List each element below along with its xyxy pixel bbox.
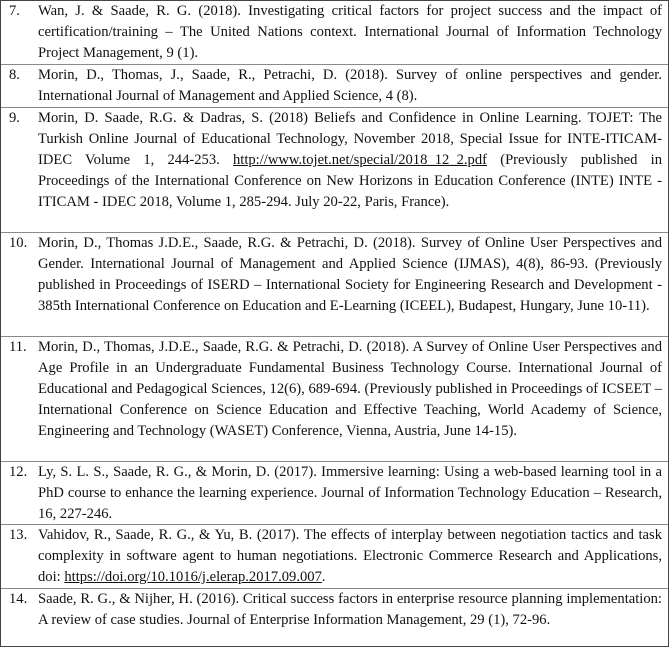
reference-link[interactable]: http://www.tojet.net/special/2018_12_2.pdf [232, 151, 487, 168]
reference-item [1, 525, 668, 589]
reference-number: 10. [9, 235, 28, 251]
reference-number: 13. [9, 527, 28, 543]
reference-number: 8. [9, 67, 20, 83]
reference-item [1, 108, 668, 233]
reference-number: 9. [9, 110, 20, 126]
reference-text: Saade, R. G., & Nijher, H. (2016). Critical success factors in enterprise resource planning implementation: A review of case studies. Journal of Enterprise Information Management, 29 (1), 72-96. [38, 591, 662, 628]
reference-item [1, 589, 668, 645]
reference-link[interactable]: https://doi.org/10.1016/j.elerap.2017.09.007 [64, 568, 322, 585]
reference-number: 7. [9, 3, 20, 19]
reference-list [1, 1, 668, 645]
reference-text: Morin, D., Thomas J.D.E., Saade, R.G. & Petrachi, D. (2018). Survey of Online User Perspectives and Gender. International Journal of Management and Applied Science (IJMAS), 4(8), 86-93. (Previously published in Proceedings of ISERD – International Society for Engineering Research and Development - 385th International Conference on Education and E-Learning (ICEEL), Budapest, Hungary, June 10-11). [38, 235, 662, 314]
reference-text: Vahidov, R., Saade, R. G., & Yu, B. (2017). The effects of interplay between negotiation tactics and task complexity in software agent to human negotiations. Electronic Commerce Research and Applications, doi: https://doi.org/10.1016/j.elerap.2017.09.007. [38, 527, 662, 585]
reference-item [1, 337, 668, 462]
reference-text: Morin, D., Thomas, J.D.E., Saade, R.G. & Petrachi, D. (2018). A Survey of Online User Perspectives and Age Profile in an Undergraduate Fundamental Business Technology Course. International Journal of Educational and Pedagogical Sciences, 12(6), 689-694. (Previously published in Proceedings of ICSEET – International Conference on Science Education and Effective Teaching, World Academy of Science, Engineering and Technology (WASET) Conference, Vienna, Austria, June 14-15). [38, 339, 662, 439]
reference-item [1, 462, 668, 525]
reference-text: Morin, D. Saade, R.G. & Dadras, S. (2018) Beliefs and Confidence in Online Learning. TOJET: The Turkish Online Journal of Educational Technology, November 2018, Special Issue for INTE-ITICAM-IDEC Volume 1, 244-253. http://www.tojet.net/special/2018_12_2.pdf (Previously published in Proceedings of the International Conference on New Horizons in Education Conference (INTE) INTE - ITICAM - IDEC 2018, Volume 1, 285-294. July 20-22, Paris, France). [38, 110, 663, 210]
reference-number: 12. [9, 464, 28, 480]
reference-text: Wan, J. & Saade, R. G. (2018). Investigating critical factors for project success and the impact of certification/training – The United Nations context. International Journal of Information Technology Project Management, 9 (1). [38, 3, 662, 61]
reference-item [1, 233, 668, 337]
reference-text: Ly, S. L. S., Saade, R. G., & Morin, D. (2017). Immersive learning: Using a web-based learning tool in a PhD course to enhance the learning experience. Journal of Information Technology Education – Research, 16, 227-246. [38, 464, 662, 522]
reference-number: 14. [9, 591, 28, 607]
reference-text: Morin, D., Thomas, J., Saade, R., Petrachi, D. (2018). Survey of online perspectives and gender. International Journal of Management and Applied Science, 4 (8). [38, 67, 662, 104]
reference-number: 11. [9, 339, 27, 355]
reference-item [1, 65, 668, 108]
reference-item [1, 1, 668, 65]
